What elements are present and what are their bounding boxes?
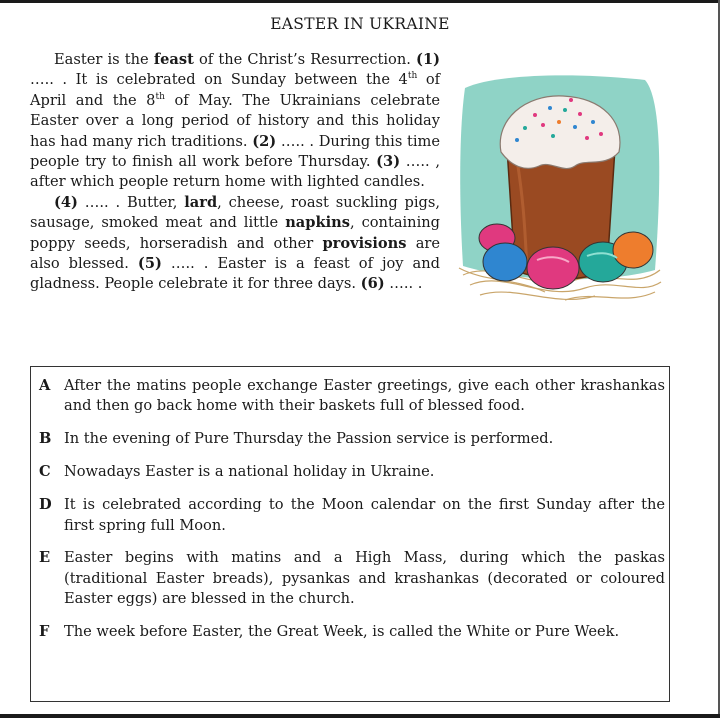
option-text: Nowadays Easter is a national holiday in Ukraine. bbox=[64, 463, 435, 481]
option-e bbox=[39, 548, 665, 609]
easter-cake-with-eggs-icon bbox=[455, 70, 665, 315]
article-text bbox=[30, 50, 440, 295]
top-border bbox=[0, 0, 720, 3]
option-d bbox=[39, 495, 665, 536]
paragraph-1: Easter is the feast of the Christ’s Resurrection. (1) ….. . It is celebrated on Sunday between the 4th of April and the 8th of May. The Ukrainians celebrate Easter over a long period of history and this holiday has had many rich traditions. (2) ….. . During this time people try to finish all work before Thursday. (3) ….. , after which people return home with lighted candles. bbox=[30, 51, 441, 191]
option-text: Easter begins with matins and a High Mass, during which the paskas (traditional Easter breads), pysankas and krashankas (decorated or coloured Easter eggs) are blessed in the church. bbox=[64, 549, 665, 608]
option-letter: F bbox=[39, 623, 50, 641]
option-letter: A bbox=[39, 377, 51, 394]
option-letter: E bbox=[39, 549, 51, 567]
option-c bbox=[39, 462, 665, 482]
option-text: It is celebrated according to the Moon calendar on the first Sunday after the first spring full Moon. bbox=[64, 496, 665, 534]
option-text: After the matins people exchange Easter greetings, give each other krashankas and then go back home with their baskets full of blessed food. bbox=[64, 377, 665, 415]
option-letter: B bbox=[39, 430, 52, 448]
option-letter: D bbox=[39, 496, 52, 514]
paragraph-2: (4) ….. . Butter, lard, cheese, roast suckling pigs, sausage, smoked meat and little napkins, containing poppy seeds, horseradish and other provisions are also blessed. (5) ….. . Easter is a feast of joy and gladness. People celebrate it for three days. (6) ….. . bbox=[30, 193, 441, 293]
option-text: In the evening of Pure Thursday the Passion service is performed. bbox=[64, 430, 554, 448]
options-box bbox=[30, 366, 670, 702]
option-letter: C bbox=[39, 463, 51, 481]
option-text: The week before Easter, the Great Week, is called the White or Pure Week. bbox=[64, 623, 620, 641]
option-b bbox=[39, 429, 665, 449]
bottom-border bbox=[0, 714, 720, 718]
option-a bbox=[39, 376, 665, 417]
page-title: EASTER IN UKRAINE bbox=[270, 15, 450, 33]
option-f bbox=[39, 622, 665, 642]
